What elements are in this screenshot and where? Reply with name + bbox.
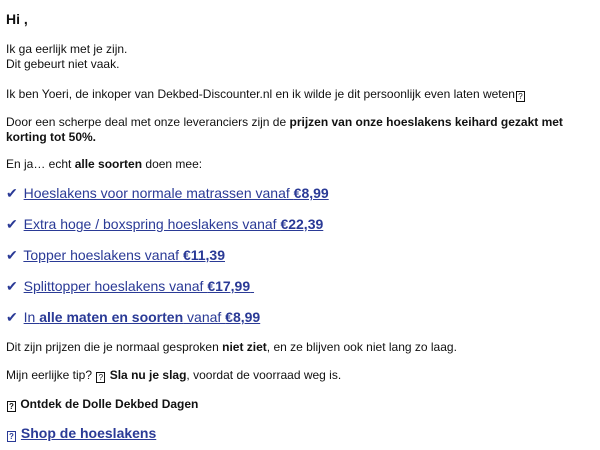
- check-icon: ✔: [6, 185, 18, 201]
- prices-note-bold: niet ziet: [222, 340, 267, 354]
- tip-bold: Sla nu je slag: [109, 368, 187, 382]
- shop-line: [6, 425, 156, 442]
- prices-note: [6, 340, 586, 355]
- introduction-text: Ik ben Yoeri, de inkoper van Dekbed-Discounter.nl en ik wilde je dit persoonlijk even laten weten: [6, 87, 515, 101]
- offer-all-bold: alle maten en soorten: [39, 309, 184, 325]
- intro-line-1: Ik ga eerlijk met je zijn.: [6, 42, 128, 56]
- offer-price: €17,99: [207, 278, 251, 294]
- offer-price: €8,99: [293, 185, 329, 201]
- offer-link-all[interactable]: [24, 309, 261, 325]
- offer-text: Hoeslakens voor normale matrassen vanaf: [23, 185, 294, 201]
- shop-hoeslakens-link[interactable]: Shop de hoeslakens: [20, 425, 157, 441]
- check-icon: ✔: [6, 216, 18, 232]
- offer-item-boxspring: [6, 216, 323, 233]
- categories-intro-before: En ja… echt: [6, 157, 75, 171]
- deal-highlight: prijzen van onze hoeslakens keihard gezakt met korting tot 50%.: [6, 115, 563, 144]
- offer-item-splittopper: [6, 278, 254, 295]
- categories-intro-after: doen mee:: [142, 157, 203, 171]
- check-icon: ✔: [6, 309, 18, 325]
- offer-item-all: [6, 309, 260, 326]
- tip-before: Mijn eerlijke tip?: [6, 368, 96, 382]
- missing-emoji-icon: ?: [516, 91, 525, 102]
- categories-intro-bold: alle soorten: [74, 157, 143, 171]
- tip-after: , voordat de voorraad weg is.: [186, 368, 342, 382]
- offer-link-splittopper[interactable]: [24, 278, 254, 294]
- check-icon: ✔: [6, 247, 18, 263]
- offer-text: Topper hoeslakens vanaf: [23, 247, 183, 263]
- check-icon: ✔: [6, 278, 18, 294]
- tip-paragraph: [6, 368, 586, 383]
- offer-price: €22,39: [280, 216, 324, 232]
- offer-price: €11,39: [182, 247, 225, 263]
- deal-paragraph: [6, 115, 586, 145]
- offer-text: Extra hoge / boxspring hoeslakens vanaf: [23, 216, 281, 232]
- offer-all-middle: vanaf: [183, 309, 226, 325]
- prices-note-before: Dit zijn prijzen die je normaal gesproken: [6, 340, 223, 354]
- categories-intro: [6, 157, 586, 172]
- offer-link-topper[interactable]: [23, 247, 225, 263]
- missing-emoji-icon: ?: [7, 401, 16, 412]
- offer-link-boxspring[interactable]: [24, 216, 324, 232]
- offer-item-normal: [6, 185, 329, 202]
- intro-paragraph: [6, 42, 586, 72]
- introduction-paragraph: [6, 87, 586, 102]
- missing-emoji-icon: ?: [7, 431, 16, 442]
- greeting: Hi ,: [6, 11, 28, 27]
- event-text: Ontdek de Dolle Dekbed Dagen: [20, 397, 199, 411]
- offer-all-prefix: In: [23, 309, 40, 325]
- deal-text: Door een scherpe deal met onze leveranciers zijn de: [6, 115, 290, 129]
- offer-item-topper: [6, 247, 225, 264]
- intro-line-2: Dit gebeurt niet vaak.: [6, 57, 120, 71]
- prices-note-after: , en ze blijven ook niet lang zo laag.: [266, 340, 457, 354]
- offer-price: €8,99: [225, 309, 261, 325]
- offer-link-normal[interactable]: [24, 185, 329, 201]
- missing-emoji-icon: ?: [96, 372, 105, 383]
- offer-text: Splittopper hoeslakens vanaf: [23, 278, 208, 294]
- event-heading: [6, 397, 198, 412]
